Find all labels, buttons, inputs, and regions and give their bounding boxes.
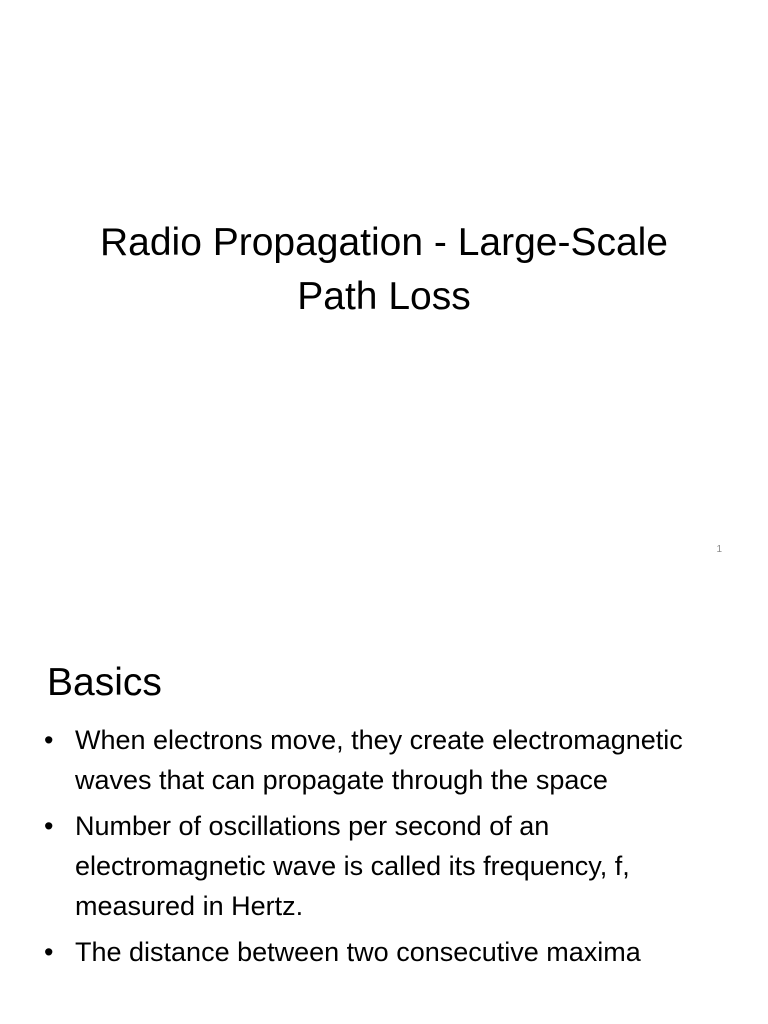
bullet-dot-icon: •	[44, 937, 54, 967]
bullet-text: The distance between two consecutive maxima	[75, 937, 641, 967]
slide-heading: Basics	[47, 661, 162, 705]
slide-title-line-2: Path Loss	[297, 275, 471, 319]
slide-title-line-1: Radio Propagation - Large-Scale	[99, 221, 668, 265]
bullet-dot-icon: •	[44, 811, 54, 841]
slide-title	[60, 216, 708, 324]
bullet-dot-icon: •	[44, 725, 54, 755]
bullet-list	[44, 720, 744, 978]
bullet-text: Number of oscillations per second of an electromagnetic wave is called its frequency, f, measured in Hertz.	[75, 811, 630, 921]
bullet-item	[44, 806, 744, 926]
slide-number: 1	[716, 544, 722, 555]
content-slide	[0, 576, 768, 1024]
bullet-item	[44, 932, 744, 972]
bullet-text: When electrons move, they create electromagnetic waves that can propagate through the space	[75, 725, 683, 795]
bullet-item	[44, 720, 744, 800]
